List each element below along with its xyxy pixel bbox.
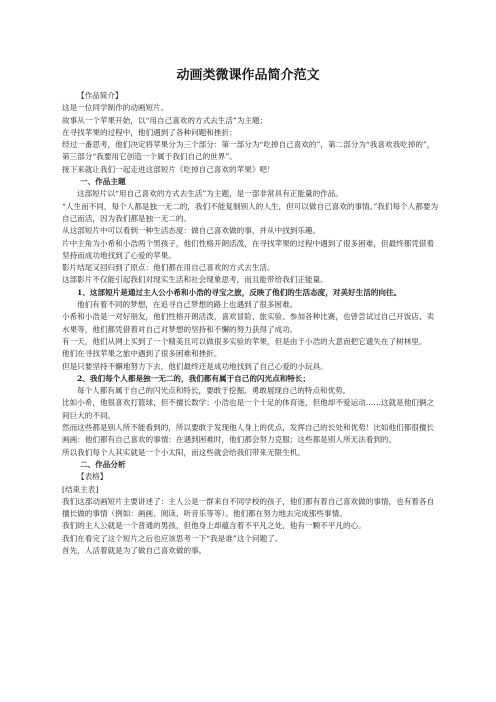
- intro-paragraph: 故事从一个苹果开始，以“用自己喜欢的方式去生活”为主题；: [62, 115, 268, 125]
- intro-paragraph: 接下来就让我们一起走进这部短片《吃掉自己喜欢的苹果》吧！: [62, 164, 275, 174]
- table-end-label: [结束主表]: [62, 484, 99, 494]
- section-paragraph: 片中主角为小希和小浩两个男孩子，他们性格开朗活泼，在寻找苹果的过程中遇到了很多困难，但最终都凭借着坚持而成功地找到了心爱的苹果。: [62, 238, 435, 260]
- section-heading: 一、作品主题: [80, 177, 126, 187]
- intro-paragraph: 经过一番思考，他们决定将苹果分为三个部分：第一部分为“吃掉自己喜欢的”，第二部分为“我喜欢我吃掉的”，第三部分“我要用它创造一个属于我们自己的世界”。: [62, 140, 435, 162]
- table-label: 【表格】: [77, 472, 108, 482]
- intro-paragraph: 在寻找苹果的过程中，他们遇到了各种问题和挫折；: [62, 127, 237, 137]
- section-paragraph: 比如小希，他很喜欢打篮球，但不擅长数学；小浩也是一个十足的体育迷，但他却不爱运动……这就是他们俩之间巨大的不同。: [62, 398, 435, 420]
- document-body: [62, 90, 440, 557]
- section-paragraph: “人生而不同，每个人都是独一无二的，我们不能复制别人的人生，但可以做自己喜欢的事情。”我们每个人都要为自己而活，因为我们都是独一无二的。: [62, 201, 439, 223]
- section-paragraph: 我们这部动画短片主要讲述了：主人公是一群来自不同学校的孩子，他们都有着自己喜欢做的事情，也有着各自擅长做的事情（例如：画画、阅读、听音乐等等）。他们都在努力地去完成那些事情。: [62, 496, 435, 519]
- section-paragraph: 首先，人活着就是为了做自己喜欢做的事。: [62, 545, 207, 555]
- section-paragraph: 他们有着不同的梦想，在追寻自己梦想的路上也遇到了很多困难。: [77, 300, 298, 310]
- intro-paragraph: 这是一位同学制作的动画短片。: [62, 103, 169, 113]
- section-paragraph: 然而这些都是别人所不能看到的，所以要敢于发现他人身上的优点，发挥自己的长处和优势！比如他们都很擅长画画：他们都有自己喜欢的事情：在遇到困难时，他们都会努力克服；这些都是别人所无法看到的。: [62, 423, 435, 445]
- section-paragraph: 有一天，他们从网上买到了一个精美且可以做很多实验的苹果，但是由于小浩的大意而把它遗失在了树林里。: [62, 336, 427, 346]
- section-paragraph: 从这部短片中可以看到一种生活态度：做自己喜欢做的事，并从中找到乐趣。: [62, 226, 321, 236]
- subsection-heading: 2、我们每个人都是独一无二的，我们都有属于自己的闪光点和特长；: [77, 373, 311, 383]
- document-title: 动画类微课作品简介范文: [176, 68, 320, 83]
- section-heading: 二、作品分析: [80, 459, 126, 469]
- section-paragraph: 他们在寻找苹果之旅中遇到了很多困难和挫折。: [62, 349, 222, 359]
- section-paragraph: 所以我们每个人其实就是一个小太阳，而这些就会给我们带来无限生机。: [62, 447, 305, 457]
- section-paragraph: 我们在看完了这个短片之后也应该思考一下“我是谁”这个问题了。: [62, 533, 283, 543]
- section-paragraph: 这部短片以“用自己喜欢的方式去生活”为主题，是一部非常具有正能量的作品。: [77, 189, 343, 199]
- section-paragraph: 我们的主人公就是一个普通的男孩，但他身上却蕴含着不平凡之处，他有一颗不平凡的心。: [62, 521, 366, 531]
- section-paragraph: 但是只要坚持不懈地努力下去，他们最终还是成功地找到了自己心爱的小玩具。: [62, 361, 328, 371]
- section-paragraph: 影片结尾又回归到了原点：他们都在用自己喜欢的方式去生活。: [62, 263, 275, 273]
- section-paragraph: 小希和小浩是一对好朋友，他们性格开朗活泼，喜欢冒险、旅实验、参加各种比赛，也曾尝试过自己开饭店、卖水果等，他们都凭借着对自己对梦想的坚持和不懈的努力获得了成功。: [62, 312, 435, 334]
- section-paragraph: 这部影片不仅能引起我们对现实生活和社会现象思考，而且能带给我们正能量。: [62, 275, 328, 285]
- subsection-heading: 1、这部短片是通过主人公小希和小浩的寻宝之旅，反映了他们的生活态度，对美好生活的向往。: [77, 287, 402, 297]
- section-paragraph: 每个人都有属于自己的闪光点和特长，要敢于挖掘、勇敢展现自己的特点和优势。: [77, 386, 351, 396]
- intro-label: 【作品简介】: [77, 91, 123, 100]
